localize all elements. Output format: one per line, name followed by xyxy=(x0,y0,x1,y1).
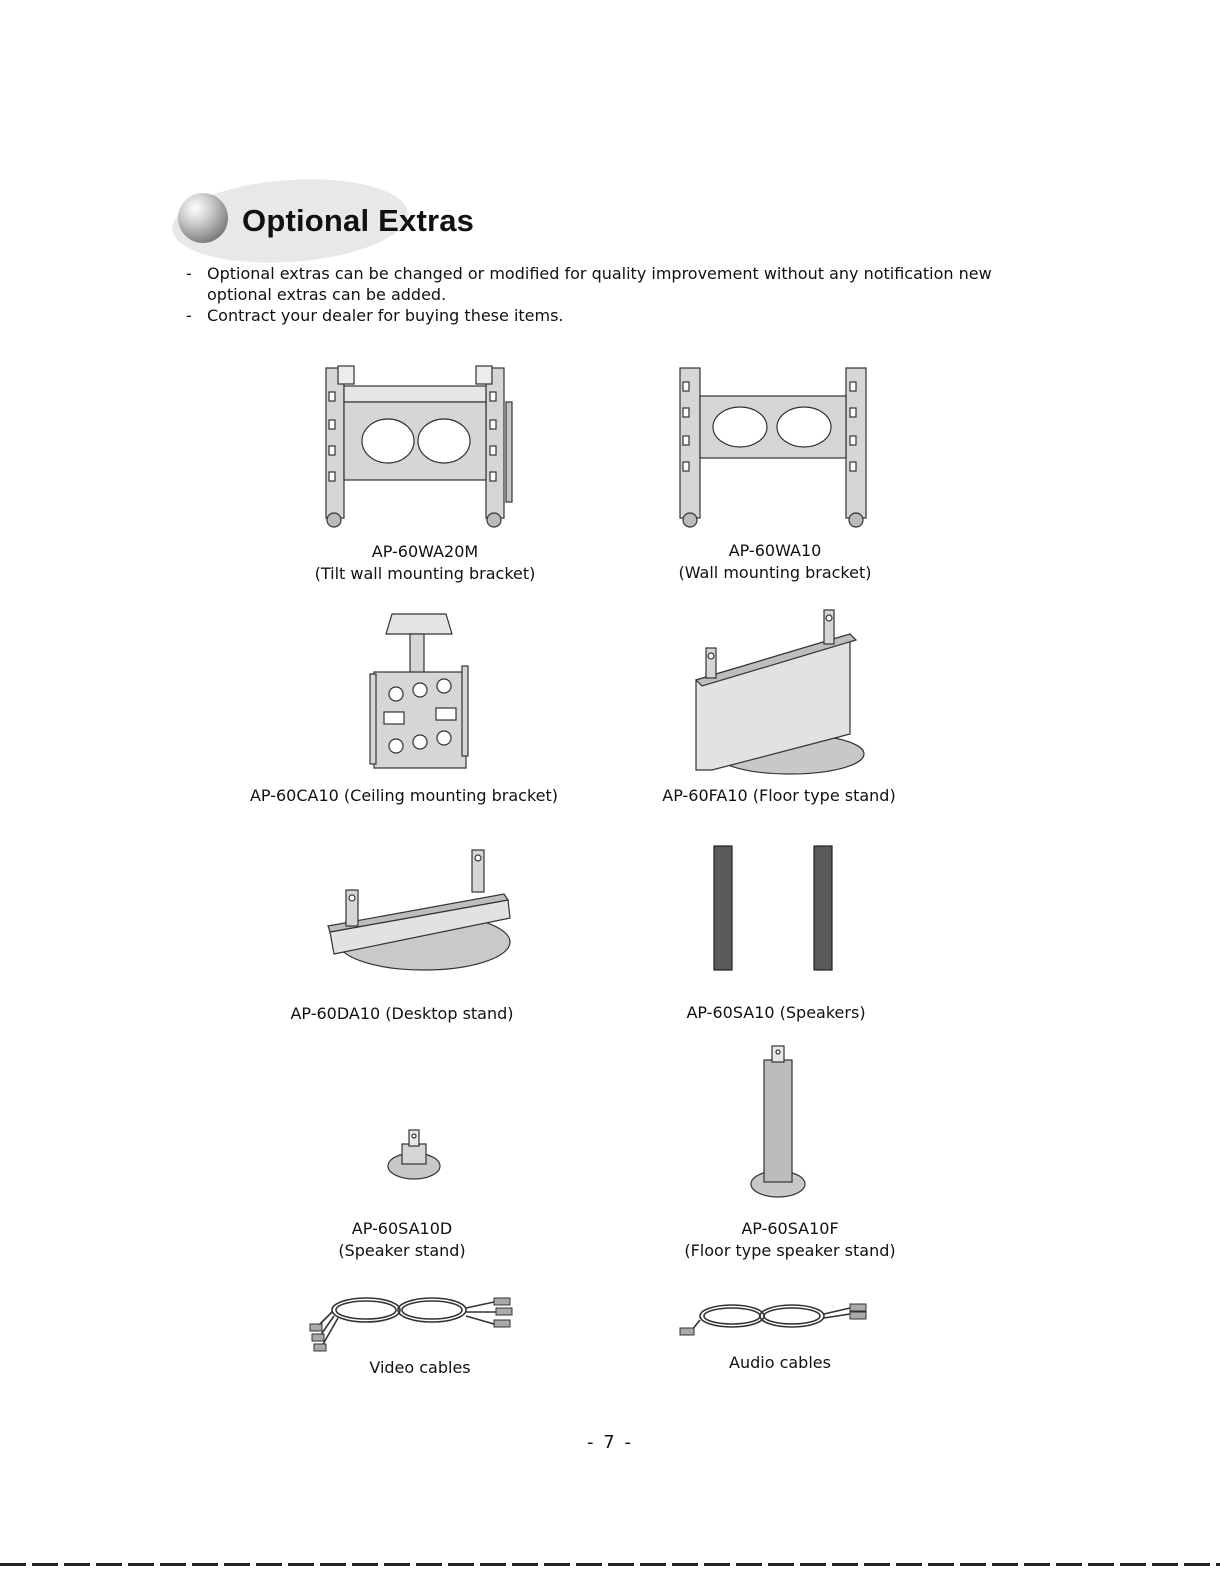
page-number: - 7 - xyxy=(587,1432,633,1453)
item-model: AP-60WA20M xyxy=(371,542,479,561)
item-caption xyxy=(700,1352,860,1374)
speakers-illustration xyxy=(712,844,838,974)
page-title: Optional Extras xyxy=(242,203,475,238)
item-caption xyxy=(670,1002,882,1024)
item-model: AP-60SA10D xyxy=(351,1219,453,1238)
floor-stand-illustration xyxy=(690,604,866,776)
note-text xyxy=(207,263,992,305)
item-caption xyxy=(300,1218,504,1262)
item-label: AP-60CA10 (Ceiling mounting bracket) xyxy=(249,786,559,805)
item-label: Video cables xyxy=(369,1358,471,1377)
item-caption xyxy=(280,1003,524,1025)
title-sphere-icon xyxy=(178,193,228,243)
note-line: Contract your dealer for buying these items. xyxy=(207,306,564,325)
note-dash: - xyxy=(186,264,192,283)
item-caption xyxy=(650,785,908,807)
item-caption xyxy=(240,785,568,807)
audio-cables-illustration xyxy=(680,1294,872,1342)
note-dash: - xyxy=(186,306,192,325)
item-desc: (Floor type speaker stand) xyxy=(684,1241,896,1260)
item-desc: (Tilt wall mounting bracket) xyxy=(314,564,536,583)
tilt-wall-bracket-illustration xyxy=(318,362,528,530)
floor-speaker-stand-illustration xyxy=(748,1044,808,1200)
bottom-dashed-rule xyxy=(0,1563,1220,1566)
desktop-stand-illustration xyxy=(324,846,514,974)
speaker-stand-illustration xyxy=(384,1128,444,1182)
note-item xyxy=(186,305,1006,326)
note-line: Optional extras can be changed or modified for quality improvement without any notification new xyxy=(207,264,992,283)
item-caption xyxy=(300,541,550,585)
item-caption xyxy=(340,1357,500,1379)
item-label: AP-60SA10 (Speakers) xyxy=(686,1003,866,1022)
item-desc: (Speaker stand) xyxy=(338,1241,466,1260)
video-cables-illustration xyxy=(310,1286,524,1352)
item-desc: (Wall mounting bracket) xyxy=(678,563,872,582)
item-model: AP-60SA10F xyxy=(741,1219,839,1238)
item-label: AP-60FA10 (Floor type stand) xyxy=(662,786,896,805)
item-caption xyxy=(670,1218,910,1262)
wall-bracket-illustration xyxy=(676,362,876,530)
item-model: AP-60WA10 xyxy=(728,541,822,560)
ceiling-bracket-illustration xyxy=(364,610,474,774)
item-caption xyxy=(650,540,900,584)
item-label: Audio cables xyxy=(729,1353,831,1372)
item-label: AP-60DA10 (Desktop stand) xyxy=(290,1004,514,1023)
note-item xyxy=(186,263,1006,305)
notes-list xyxy=(186,263,1006,326)
note-line: optional extras can be added. xyxy=(207,285,447,304)
